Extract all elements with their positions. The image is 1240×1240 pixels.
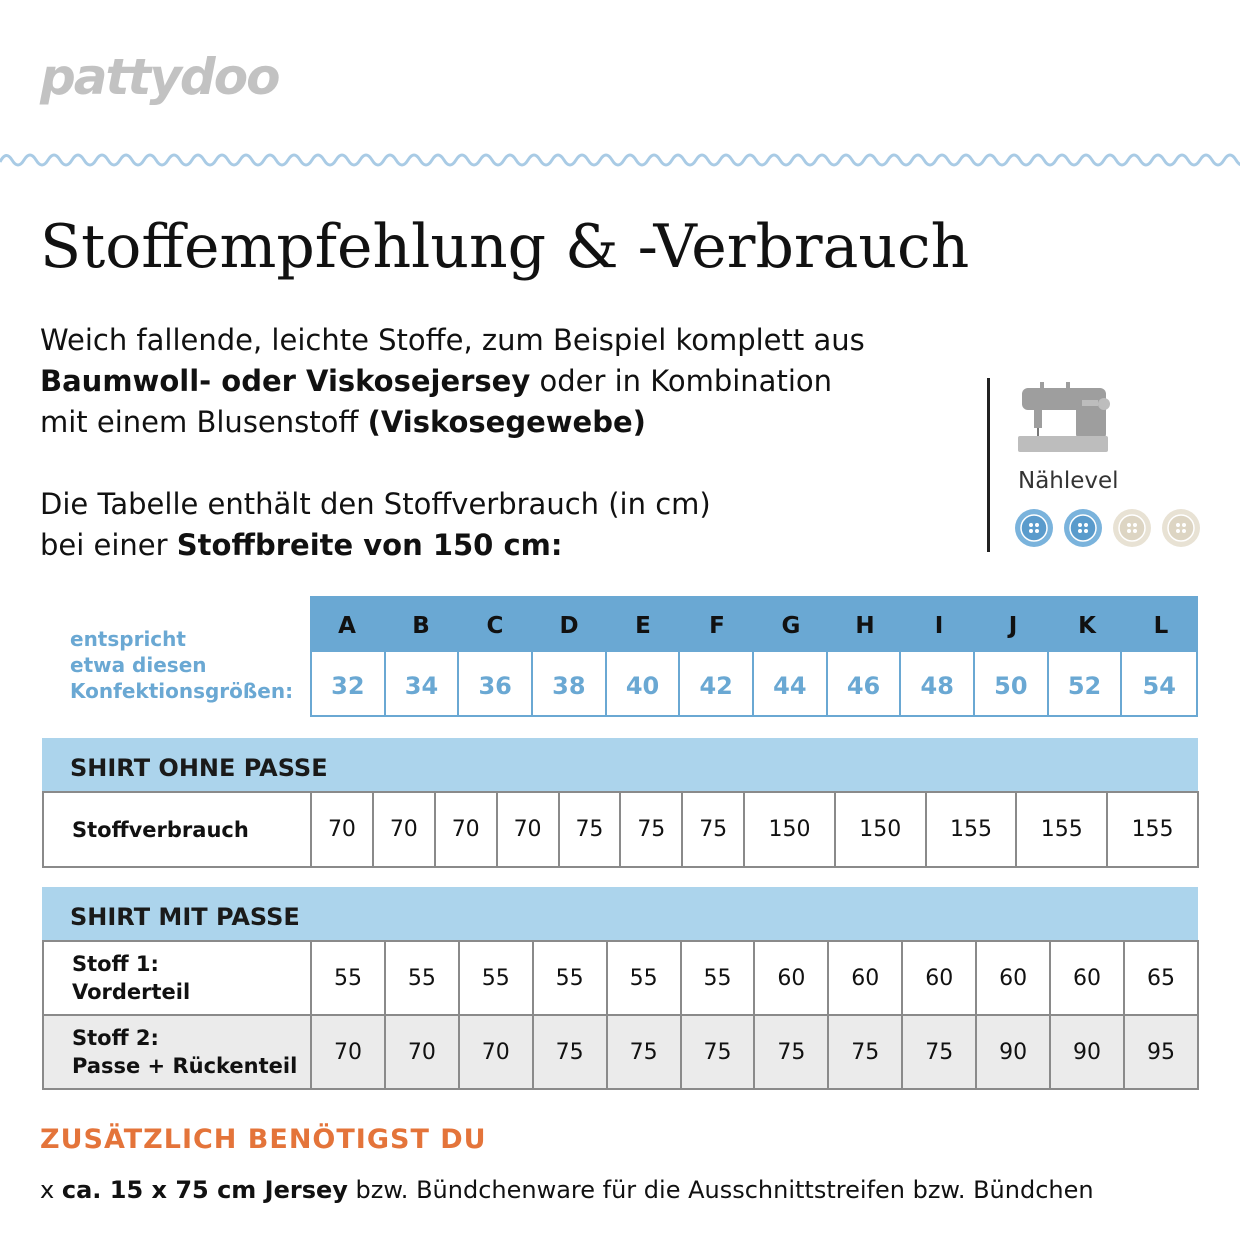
table-cell: 70: [385, 1015, 459, 1089]
table-row: [43, 792, 1198, 867]
table-shirt-mit-passe: [42, 940, 1199, 1090]
table-cell: 155: [926, 792, 1017, 867]
size-letter-j: J: [1008, 613, 1018, 639]
size-number-52: 52: [1049, 652, 1123, 715]
size-number-36: 36: [459, 652, 533, 715]
size-letter-i: I: [934, 613, 944, 639]
size-number-42: 42: [680, 652, 754, 715]
size-label-line-3: Konfektionsgrößen:: [70, 679, 294, 703]
table-cell: 75: [902, 1015, 976, 1089]
table-cell: 95: [1124, 1015, 1198, 1089]
size-label: [70, 626, 293, 704]
table-cell: 70: [497, 792, 559, 867]
table-cell: 150: [744, 792, 835, 867]
table-cell: 75: [754, 1015, 828, 1089]
level-button-empty-icon: [1161, 508, 1201, 548]
size-letter-l: L: [1153, 613, 1169, 639]
size-number-32: 32: [312, 652, 386, 715]
table-cell: 70: [435, 792, 497, 867]
pattydoo-logo[interactable]: pattydoo: [40, 48, 279, 106]
table-cell: 70: [459, 1015, 533, 1089]
size-letters-row: [310, 596, 1198, 652]
table-cell: 55: [607, 941, 681, 1015]
table-cell: 70: [373, 792, 435, 867]
wave-divider: [0, 148, 1240, 172]
intro-line-5: bei einer Stoffbreite von 150 cm:: [40, 528, 563, 562]
table-cell: 75: [828, 1015, 902, 1089]
size-numbers-row: [310, 652, 1198, 717]
size-number-40: 40: [607, 652, 681, 715]
table-cell: 155: [1016, 792, 1107, 867]
table-cell: 55: [459, 941, 533, 1015]
row-label: Stoff 2: Passe + Rückenteil: [43, 1015, 311, 1089]
table-cell: 55: [311, 941, 385, 1015]
size-letter-h: H: [855, 613, 875, 639]
table-cell: 70: [311, 1015, 385, 1089]
extra-heading: ZUSÄTZLICH BENÖTIGST DU: [40, 1124, 487, 1155]
table-row: [43, 941, 1198, 1015]
size-letter-g: G: [781, 613, 801, 639]
row-label: Stoffverbrauch: [43, 792, 311, 867]
intro-line-4: Die Tabelle enthält den Stoffverbrauch (in cm): [40, 487, 711, 521]
size-number-50: 50: [975, 652, 1049, 715]
size-number-54: 54: [1142, 672, 1176, 700]
table-row: [43, 1015, 1198, 1089]
level-button-filled-icon: [1014, 508, 1054, 548]
row-label: Stoff 1: Vorderteil: [43, 941, 311, 1015]
sewing-machine-icon: [1016, 380, 1110, 456]
page-title: Stoffempfehlung & -Verbrauch: [40, 212, 970, 282]
table-cell: 55: [681, 941, 755, 1015]
size-letter-a: A: [338, 613, 356, 639]
level-button-empty-icon: [1112, 508, 1152, 548]
table-cell: 90: [1050, 1015, 1124, 1089]
section-shirt-mit-passe: SHIRT MIT PASSE: [42, 887, 1198, 940]
table-cell: 155: [1107, 792, 1198, 867]
table-cell: 75: [620, 792, 682, 867]
size-letter-b: B: [412, 613, 430, 639]
table-cell: 70: [311, 792, 373, 867]
size-letter-k: K: [1078, 613, 1096, 639]
intro-line-1: Weich fallende, leichte Stoffe, zum Beispiel komplett aus: [40, 323, 865, 357]
table-cell: 65: [1124, 941, 1198, 1015]
table-cell: 55: [533, 941, 607, 1015]
size-number-44: 44: [754, 652, 828, 715]
table-cell: 90: [976, 1015, 1050, 1089]
divider-line: [987, 378, 990, 552]
table-cell: 60: [1050, 941, 1124, 1015]
size-label-line-1: entspricht: [70, 627, 186, 651]
table-cell: 75: [607, 1015, 681, 1089]
table-cell: 60: [754, 941, 828, 1015]
table-shirt-ohne-passe: [42, 791, 1199, 868]
table-cell: 75: [681, 1015, 755, 1089]
size-letter-d: D: [559, 613, 579, 639]
level-button-filled-icon: [1063, 508, 1103, 548]
table-cell: 60: [976, 941, 1050, 1015]
intro-line-3: mit einem Blusenstoff (Viskosegewebe): [40, 405, 646, 439]
size-number-46: 46: [828, 652, 902, 715]
extra-text: x ca. 15 x 75 cm Jersey bzw. Bündchenware für die Ausschnittstreifen bzw. Bündchen: [40, 1176, 1094, 1204]
table-cell: 60: [902, 941, 976, 1015]
intro-line-2: Baumwoll- oder Viskosejersey oder in Kombination: [40, 364, 833, 398]
table-cell: 55: [385, 941, 459, 1015]
table-cell: 75: [533, 1015, 607, 1089]
size-letter-c: C: [486, 613, 504, 639]
table-cell: 75: [682, 792, 744, 867]
size-number-34: 34: [386, 652, 460, 715]
sewing-level-label: Nählevel: [1018, 468, 1119, 494]
size-number-38: 38: [533, 652, 607, 715]
size-letter-e: E: [635, 613, 651, 639]
table-cell: 150: [835, 792, 926, 867]
intro-text: [40, 320, 1000, 566]
section-shirt-ohne-passe: SHIRT OHNE PASSE: [42, 738, 1198, 791]
size-letter-f: F: [709, 613, 725, 639]
table-cell: 60: [828, 941, 902, 1015]
sewing-level-rating: [1014, 508, 1201, 548]
size-number-48: 48: [901, 652, 975, 715]
size-label-line-2: etwa diesen: [70, 653, 207, 677]
table-cell: 75: [559, 792, 621, 867]
